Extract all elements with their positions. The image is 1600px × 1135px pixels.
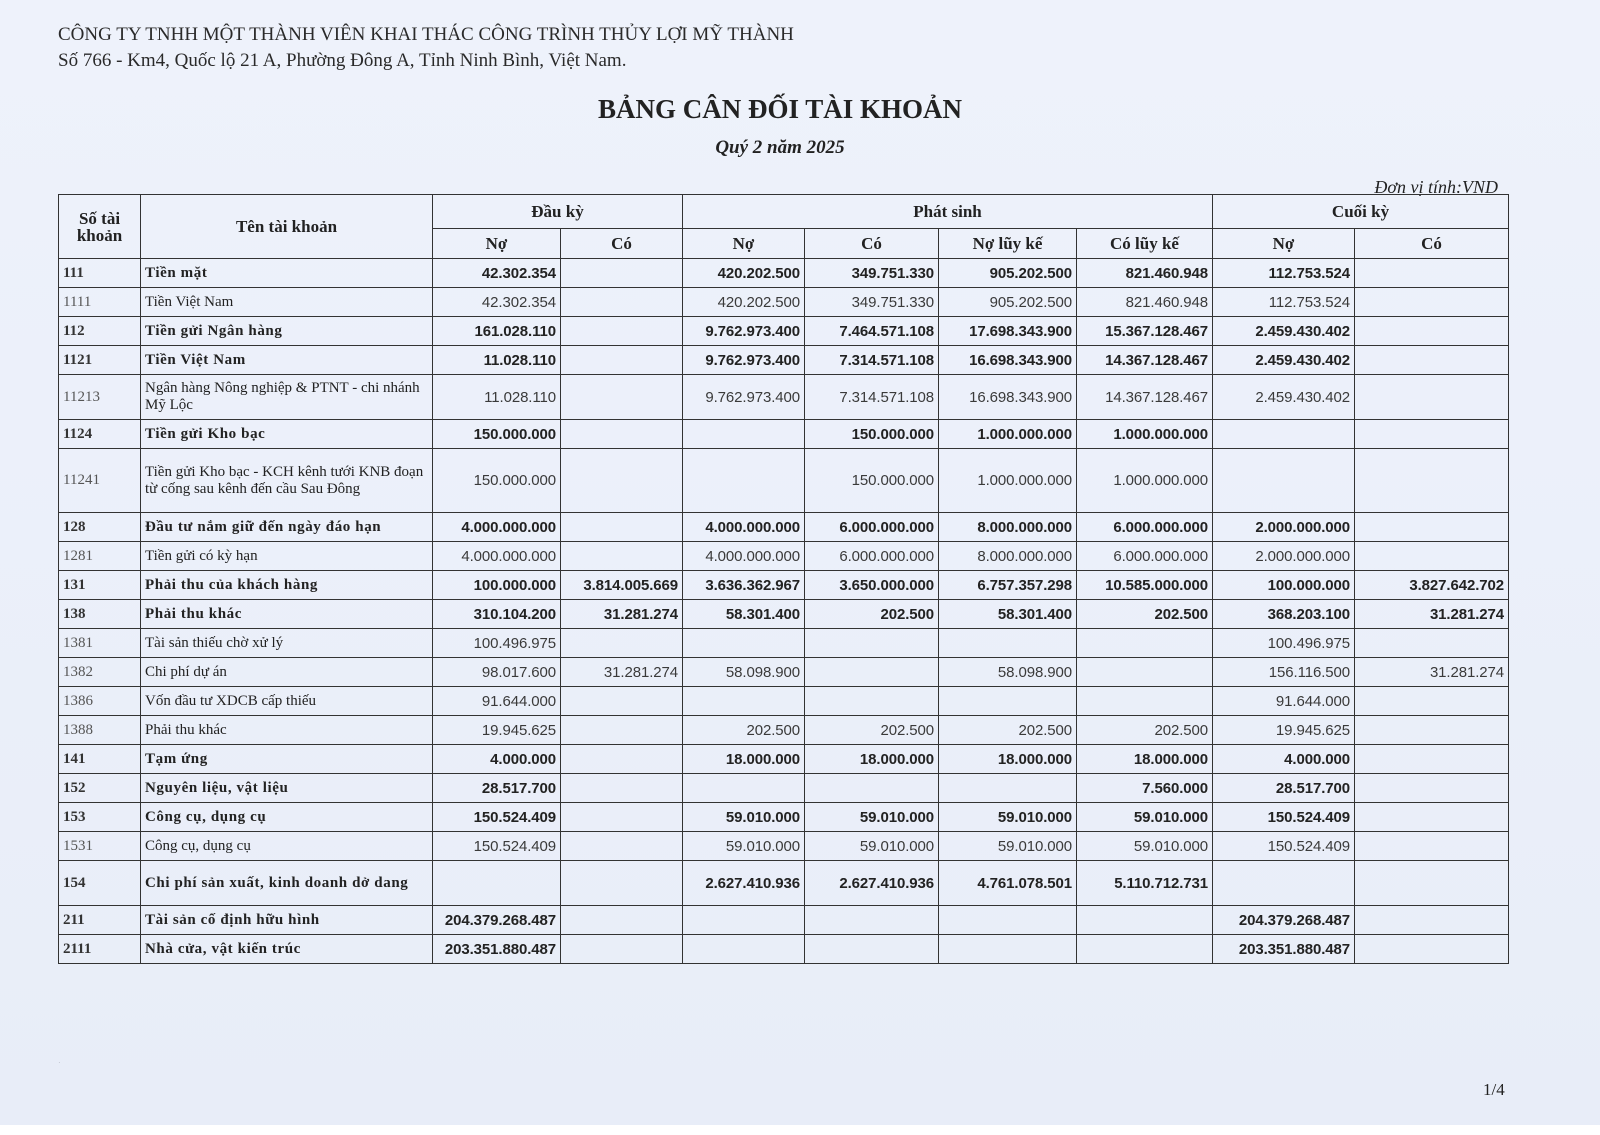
closing-debit-cell: 2.000.000.000 [1213,513,1355,542]
account-name-cell: Phải thu của khách hàng [141,571,433,600]
movement-credit-cumulative-cell: 18.000.000 [1077,745,1213,774]
movement-credit-cumulative-cell [1077,629,1213,658]
movement-credit-cumulative-cell: 6.000.000.000 [1077,542,1213,571]
movement-debit-cumulative-cell: 58.301.400 [939,600,1077,629]
closing-credit-cell: 31.281.274 [1355,658,1509,687]
closing-debit-cell [1213,420,1355,449]
closing-credit-cell [1355,420,1509,449]
movement-debit-cell: 59.010.000 [683,803,805,832]
closing-debit-cell: 2.459.430.402 [1213,375,1355,420]
header-movement: Phát sinh [683,195,1213,229]
account-code-cell: 152 [59,774,141,803]
account-name-cell: Công cụ, dụng cụ [141,832,433,861]
movement-debit-cumulative-cell: 905.202.500 [939,259,1077,288]
movement-debit-cumulative-cell [939,687,1077,716]
opening-credit-cell [561,513,683,542]
table-row [59,716,1509,745]
opening-debit-cell: 11.028.110 [433,346,561,375]
table-row [59,745,1509,774]
account-code-cell: 141 [59,745,141,774]
table-row [59,906,1509,935]
account-code-cell: 1386 [59,687,141,716]
movement-debit-cumulative-cell [939,774,1077,803]
movement-credit-cumulative-cell: 202.500 [1077,600,1213,629]
movement-credit-cumulative-cell: 7.560.000 [1077,774,1213,803]
movement-credit-cumulative-cell: 821.460.948 [1077,288,1213,317]
movement-debit-cumulative-cell: 58.098.900 [939,658,1077,687]
account-code-cell: 128 [59,513,141,542]
closing-debit-cell: 2.459.430.402 [1213,346,1355,375]
opening-debit-cell: 100.496.975 [433,629,561,658]
account-code-cell: 2111 [59,935,141,964]
opening-debit-cell: 4.000.000.000 [433,513,561,542]
opening-debit-cell: 100.000.000 [433,571,561,600]
opening-credit-cell [561,259,683,288]
table-row [59,420,1509,449]
movement-credit-cell: 349.751.330 [805,288,939,317]
opening-credit-cell [561,774,683,803]
closing-credit-cell [1355,629,1509,658]
opening-debit-cell: 203.351.880.487 [433,935,561,964]
opening-credit-cell [561,288,683,317]
closing-credit-cell [1355,449,1509,513]
opening-credit-cell [561,317,683,346]
movement-credit-cell: 202.500 [805,600,939,629]
movement-debit-cumulative-cell: 6.757.357.298 [939,571,1077,600]
movement-credit-cell: 59.010.000 [805,803,939,832]
opening-credit-cell [561,935,683,964]
header-closing-debit: Nợ [1213,229,1355,259]
account-name-cell: Nhà cửa, vật kiến trúc [141,935,433,964]
account-code-cell: 111 [59,259,141,288]
movement-credit-cell [805,906,939,935]
movement-debit-cell: 420.202.500 [683,288,805,317]
closing-debit-cell: 28.517.700 [1213,774,1355,803]
closing-debit-cell: 2.459.430.402 [1213,317,1355,346]
movement-debit-cell [683,420,805,449]
table-row [59,832,1509,861]
movement-debit-cumulative-cell: 4.761.078.501 [939,861,1077,906]
account-code-cell: 1531 [59,832,141,861]
movement-debit-cell: 58.098.900 [683,658,805,687]
account-code-cell: 1124 [59,420,141,449]
closing-debit-cell: 112.753.524 [1213,259,1355,288]
closing-credit-cell [1355,317,1509,346]
closing-debit-cell: 112.753.524 [1213,288,1355,317]
movement-debit-cumulative-cell [939,629,1077,658]
movement-debit-cumulative-cell: 59.010.000 [939,832,1077,861]
movement-debit-cell: 9.762.973.400 [683,317,805,346]
closing-credit-cell [1355,375,1509,420]
table-row [59,542,1509,571]
account-code-cell: 11213 [59,375,141,420]
movement-credit-cumulative-cell: 821.460.948 [1077,259,1213,288]
opening-debit-cell: 161.028.110 [433,317,561,346]
movement-credit-cell: 6.000.000.000 [805,513,939,542]
movement-debit-cell: 3.636.362.967 [683,571,805,600]
movement-debit-cell [683,935,805,964]
table-row [59,861,1509,906]
movement-debit-cumulative-cell: 17.698.343.900 [939,317,1077,346]
closing-debit-cell [1213,861,1355,906]
movement-debit-cumulative-cell: 202.500 [939,716,1077,745]
opening-debit-cell: 42.302.354 [433,288,561,317]
movement-credit-cell: 18.000.000 [805,745,939,774]
opening-debit-cell [433,861,561,906]
movement-credit-cell: 3.650.000.000 [805,571,939,600]
opening-credit-cell [561,745,683,774]
movement-credit-cumulative-cell: 14.367.128.467 [1077,375,1213,420]
account-name-cell: Vốn đầu tư XDCB cấp thiếu [141,687,433,716]
closing-debit-cell: 4.000.000 [1213,745,1355,774]
opening-debit-cell: 150.000.000 [433,420,561,449]
account-name-cell: Nguyên liệu, vật liệu [141,774,433,803]
movement-credit-cumulative-cell: 14.367.128.467 [1077,346,1213,375]
account-name-cell: Phải thu khác [141,716,433,745]
account-code-cell: 112 [59,317,141,346]
closing-debit-cell: 91.644.000 [1213,687,1355,716]
table-row [59,449,1509,513]
account-name-cell: Chi phí dự án [141,658,433,687]
closing-credit-cell [1355,745,1509,774]
movement-credit-cumulative-cell [1077,687,1213,716]
header-opening-credit: Có [561,229,683,259]
table-row [59,803,1509,832]
scan-mark: · [58,1058,61,1067]
movement-credit-cell: 2.627.410.936 [805,861,939,906]
movement-debit-cumulative-cell: 8.000.000.000 [939,513,1077,542]
movement-credit-cumulative-cell: 10.585.000.000 [1077,571,1213,600]
movement-credit-cumulative-cell: 15.367.128.467 [1077,317,1213,346]
movement-debit-cumulative-cell: 8.000.000.000 [939,542,1077,571]
table-row [59,259,1509,288]
movement-credit-cell [805,935,939,964]
closing-credit-cell [1355,346,1509,375]
movement-credit-cell: 7.314.571.108 [805,375,939,420]
opening-credit-cell [561,542,683,571]
account-code-cell: 1281 [59,542,141,571]
movement-debit-cumulative-cell: 18.000.000 [939,745,1077,774]
opening-debit-cell: 204.379.268.487 [433,906,561,935]
page-bottom-edge [0,1125,1600,1135]
account-balance-table [58,194,1509,964]
account-name-cell: Tiền gửi có kỳ hạn [141,542,433,571]
opening-credit-cell [561,420,683,449]
movement-credit-cumulative-cell: 1.000.000.000 [1077,449,1213,513]
movement-debit-cell [683,449,805,513]
movement-debit-cell: 58.301.400 [683,600,805,629]
movement-credit-cell: 7.314.571.108 [805,346,939,375]
document-period: Quý 2 năm 2025 [715,137,845,158]
opening-debit-cell: 98.017.600 [433,658,561,687]
account-code-cell: 154 [59,861,141,906]
opening-credit-cell [561,716,683,745]
closing-debit-cell: 150.524.409 [1213,803,1355,832]
table-row [59,317,1509,346]
closing-debit-cell: 150.524.409 [1213,832,1355,861]
movement-debit-cell: 59.010.000 [683,832,805,861]
opening-credit-cell: 3.814.005.669 [561,571,683,600]
closing-debit-cell: 100.496.975 [1213,629,1355,658]
movement-debit-cell [683,774,805,803]
movement-credit-cell: 150.000.000 [805,420,939,449]
account-code-cell: 1382 [59,658,141,687]
account-name-cell: Tiền gửi Ngân hàng [141,317,433,346]
opening-debit-cell: 150.524.409 [433,832,561,861]
account-code-cell: 138 [59,600,141,629]
account-code-cell: 1381 [59,629,141,658]
closing-debit-cell: 368.203.100 [1213,600,1355,629]
account-name-cell: Tài sản cố định hữu hình [141,906,433,935]
opening-credit-cell: 31.281.274 [561,600,683,629]
company-name: CÔNG TY TNHH MỘT THÀNH VIÊN KHAI THÁC CÔNG TRÌNH THỦY LỢI MỸ THÀNH [58,24,794,45]
movement-debit-cell [683,687,805,716]
company-address: Số 766 - Km4, Quốc lộ 21 A, Phường Đông A, Tỉnh Ninh Bình, Việt Nam. [58,50,627,71]
header-opening: Đầu kỳ [433,195,683,229]
opening-credit-cell [561,375,683,420]
movement-debit-cell: 18.000.000 [683,745,805,774]
movement-debit-cumulative-cell: 1.000.000.000 [939,449,1077,513]
movement-credit-cumulative-cell: 59.010.000 [1077,803,1213,832]
account-code-cell: 1121 [59,346,141,375]
closing-debit-cell: 100.000.000 [1213,571,1355,600]
opening-debit-cell: 150.524.409 [433,803,561,832]
opening-debit-cell: 150.000.000 [433,449,561,513]
opening-debit-cell: 4.000.000 [433,745,561,774]
movement-debit-cell: 9.762.973.400 [683,346,805,375]
movement-debit-cumulative-cell: 1.000.000.000 [939,420,1077,449]
closing-credit-cell [1355,542,1509,571]
movement-credit-cumulative-cell [1077,935,1213,964]
opening-credit-cell [561,346,683,375]
movement-credit-cell: 6.000.000.000 [805,542,939,571]
account-name-cell: Tiền Việt Nam [141,288,433,317]
movement-credit-cumulative-cell [1077,658,1213,687]
movement-credit-cell: 59.010.000 [805,832,939,861]
movement-credit-cumulative-cell: 202.500 [1077,716,1213,745]
movement-debit-cumulative-cell: 59.010.000 [939,803,1077,832]
closing-credit-cell [1355,288,1509,317]
closing-credit-cell [1355,259,1509,288]
movement-debit-cumulative-cell: 16.698.343.900 [939,375,1077,420]
page-number: 1/4 [1483,1080,1505,1099]
closing-credit-cell [1355,774,1509,803]
table-row [59,935,1509,964]
account-code-cell: 11241 [59,449,141,513]
opening-debit-cell: 11.028.110 [433,375,561,420]
table-row [59,600,1509,629]
movement-debit-cumulative-cell [939,935,1077,964]
account-code-cell: 153 [59,803,141,832]
opening-debit-cell: 19.945.625 [433,716,561,745]
opening-credit-cell [561,832,683,861]
account-name-cell: Đầu tư nắm giữ đến ngày đáo hạn [141,513,433,542]
account-name-cell: Tiền gửi Kho bạc - KCH kênh tưới KNB đoạn từ cống sau kênh đến cầu Sau Đông [141,449,433,513]
movement-credit-cell [805,774,939,803]
account-name-cell: Tiền Việt Nam [141,346,433,375]
opening-credit-cell [561,803,683,832]
header-opening-debit: Nợ [433,229,561,259]
movement-debit-cell: 2.627.410.936 [683,861,805,906]
closing-credit-cell [1355,832,1509,861]
closing-credit-cell: 31.281.274 [1355,600,1509,629]
movement-credit-cell: 349.751.330 [805,259,939,288]
movement-debit-cell: 9.762.973.400 [683,375,805,420]
table-row [59,346,1509,375]
opening-credit-cell: 31.281.274 [561,658,683,687]
closing-credit-cell [1355,803,1509,832]
movement-credit-cell: 202.500 [805,716,939,745]
opening-debit-cell: 4.000.000.000 [433,542,561,571]
movement-debit-cumulative-cell: 905.202.500 [939,288,1077,317]
movement-credit-cumulative-cell: 5.110.712.731 [1077,861,1213,906]
opening-debit-cell: 91.644.000 [433,687,561,716]
movement-debit-cumulative-cell: 16.698.343.900 [939,346,1077,375]
account-name-cell: Phải thu khác [141,600,433,629]
movement-credit-cell [805,658,939,687]
closing-debit-cell: 204.379.268.487 [1213,906,1355,935]
header-movement-debit-cumulative: Nợ lũy kế [939,229,1077,259]
table-row [59,375,1509,420]
account-code-cell: 1111 [59,288,141,317]
movement-credit-cell [805,687,939,716]
opening-debit-cell: 310.104.200 [433,600,561,629]
opening-credit-cell [561,861,683,906]
movement-credit-cell [805,629,939,658]
opening-debit-cell: 42.302.354 [433,259,561,288]
table-row [59,687,1509,716]
account-code-cell: 131 [59,571,141,600]
movement-credit-cell: 150.000.000 [805,449,939,513]
header-movement-debit: Nợ [683,229,805,259]
header-movement-credit: Có [805,229,939,259]
closing-credit-cell [1355,513,1509,542]
table-row [59,658,1509,687]
header-closing: Cuối kỳ [1213,195,1509,229]
movement-debit-cell: 4.000.000.000 [683,542,805,571]
closing-credit-cell [1355,906,1509,935]
currency-unit: Đơn vị tính:VND [1374,177,1498,197]
opening-credit-cell [561,687,683,716]
closing-debit-cell [1213,449,1355,513]
movement-credit-cumulative-cell: 59.010.000 [1077,832,1213,861]
movement-debit-cell [683,906,805,935]
table-body [59,259,1509,964]
account-name-cell: Tiền gửi Kho bạc [141,420,433,449]
header-closing-credit: Có [1355,229,1509,259]
closing-credit-cell [1355,687,1509,716]
opening-credit-cell [561,906,683,935]
closing-debit-cell: 2.000.000.000 [1213,542,1355,571]
account-code-cell: 1388 [59,716,141,745]
closing-credit-cell: 3.827.642.702 [1355,571,1509,600]
opening-debit-cell: 28.517.700 [433,774,561,803]
opening-credit-cell [561,449,683,513]
account-name-cell: Tạm ứng [141,745,433,774]
movement-debit-cumulative-cell [939,906,1077,935]
table-row [59,288,1509,317]
account-name-cell: Chi phí sản xuất, kinh doanh dở dang [141,861,433,906]
account-code-cell: 211 [59,906,141,935]
closing-credit-cell [1355,935,1509,964]
movement-credit-cumulative-cell: 1.000.000.000 [1077,420,1213,449]
header-account-no: Số tài khoản [59,195,141,259]
closing-debit-cell: 156.116.500 [1213,658,1355,687]
document-title: BẢNG CÂN ĐỐI TÀI KHOẢN [597,94,963,124]
table-row [59,629,1509,658]
movement-credit-cumulative-cell: 6.000.000.000 [1077,513,1213,542]
movement-credit-cell: 7.464.571.108 [805,317,939,346]
opening-credit-cell [561,629,683,658]
closing-credit-cell [1355,861,1509,906]
movement-debit-cell: 4.000.000.000 [683,513,805,542]
account-name-cell: Tiền mặt [141,259,433,288]
header-account-name: Tên tài khoản [141,195,433,259]
header-movement-credit-cumulative: Có lũy kế [1077,229,1213,259]
closing-credit-cell [1355,716,1509,745]
account-name-cell: Ngân hàng Nông nghiệp & PTNT - chi nhánh Mỹ Lộc [141,375,433,420]
table-row [59,513,1509,542]
movement-debit-cell: 420.202.500 [683,259,805,288]
table-row [59,774,1509,803]
movement-credit-cumulative-cell [1077,906,1213,935]
closing-debit-cell: 203.351.880.487 [1213,935,1355,964]
account-name-cell: Công cụ, dụng cụ [141,803,433,832]
closing-debit-cell: 19.945.625 [1213,716,1355,745]
table-row [59,571,1509,600]
movement-debit-cell: 202.500 [683,716,805,745]
account-name-cell: Tài sản thiếu chờ xử lý [141,629,433,658]
movement-debit-cell [683,629,805,658]
